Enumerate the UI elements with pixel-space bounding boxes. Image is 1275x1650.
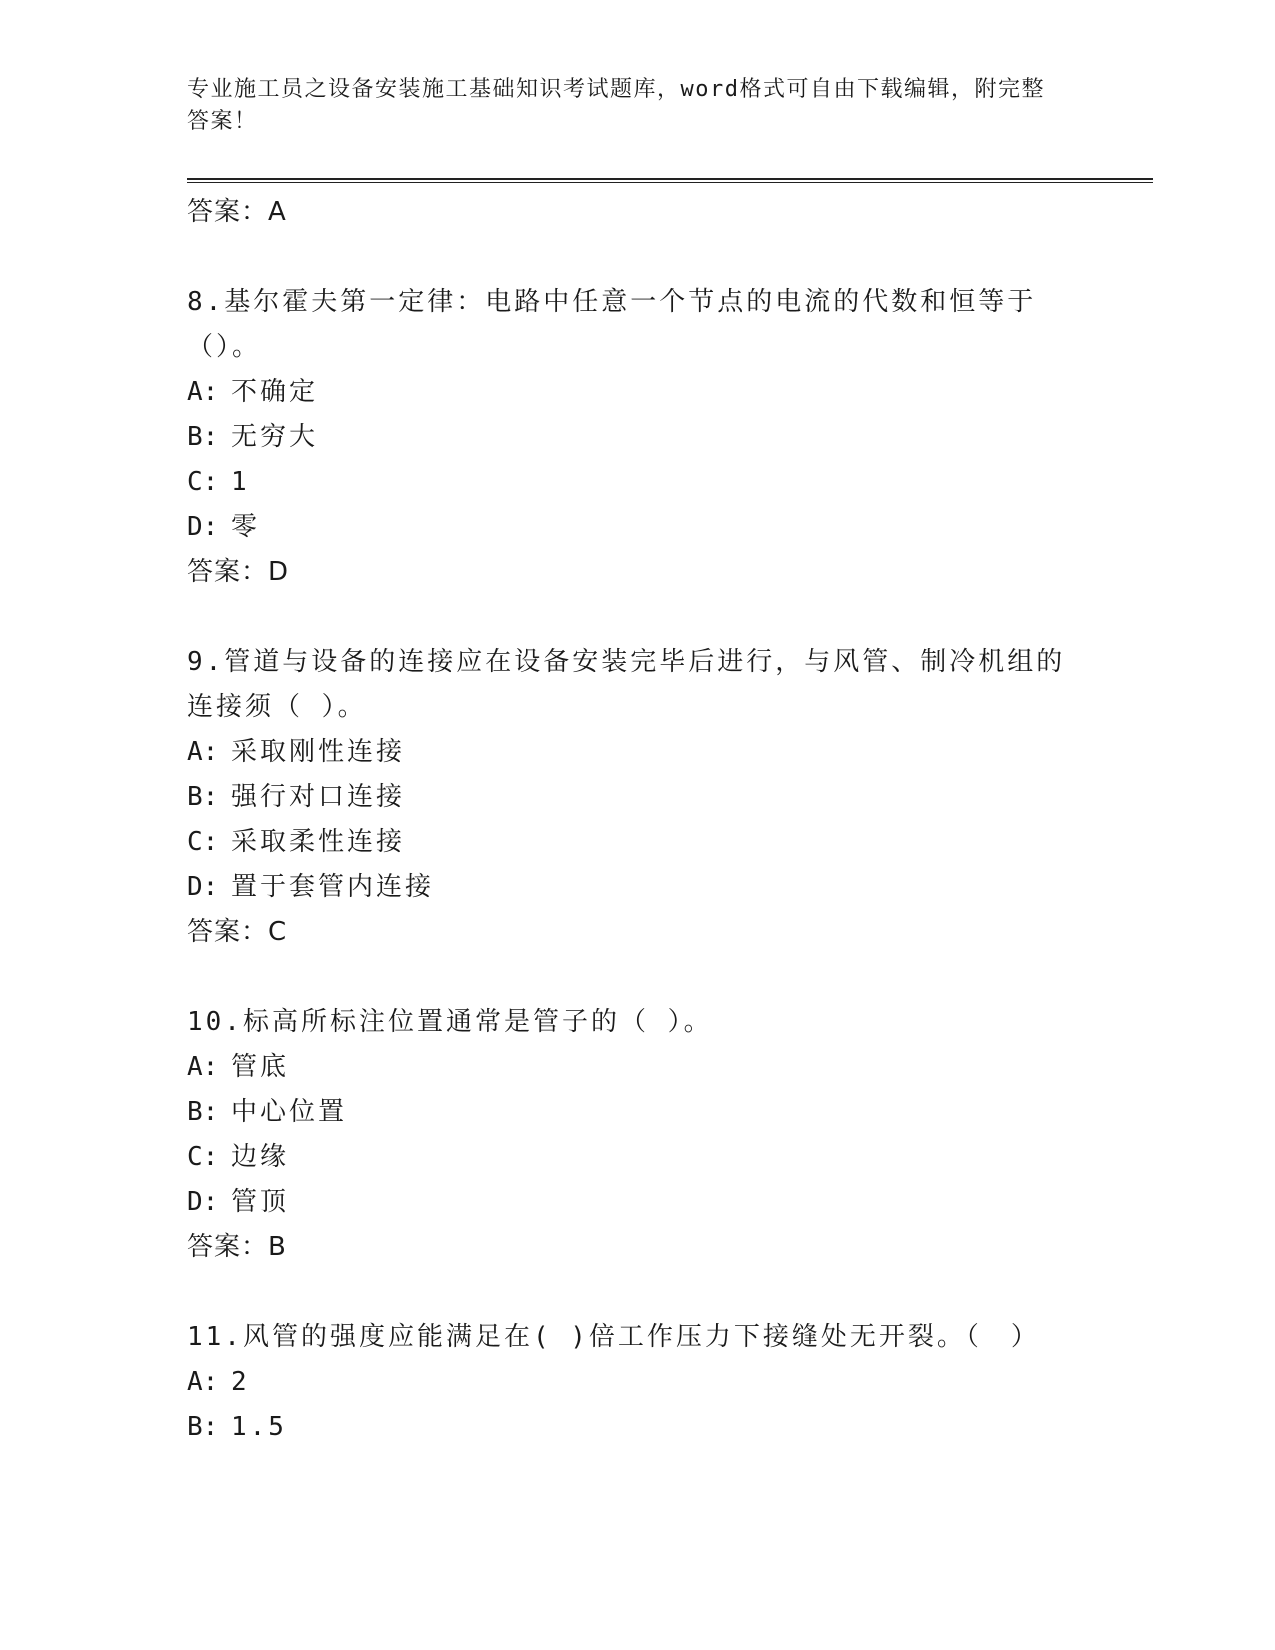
question-text: 10.标高所标注位置通常是管子的（ ）。 (187, 1007, 713, 1037)
answer-label: 答案： (187, 557, 269, 587)
option-text: 2 (231, 1367, 250, 1397)
answer-label: 答案： (187, 1232, 269, 1262)
option-text: 置于套管内连接 (231, 872, 435, 902)
option-text: 管底 (231, 1052, 290, 1082)
answer-option (187, 820, 1087, 865)
answer-label: 答案： (187, 917, 269, 947)
answer-label: 答案： (187, 197, 269, 227)
option-letter: B: (187, 1412, 219, 1442)
answer-value: C (268, 917, 288, 947)
option-letter: B: (187, 782, 219, 812)
answer-value: B (268, 1232, 287, 1262)
answer-option (187, 730, 1087, 775)
option-letter: C: (187, 827, 219, 857)
option-text: 零 (231, 512, 261, 542)
answer-option (187, 370, 1087, 415)
option-letter: A: (187, 1367, 219, 1397)
answer-option (187, 460, 1087, 505)
option-letter: A: (187, 737, 219, 767)
option-text: 采取刚性连接 (231, 737, 406, 767)
answer-option (187, 505, 1087, 550)
option-text: 边缘 (231, 1142, 290, 1172)
option-text: 不确定 (231, 377, 319, 407)
document-title: 专业施工员之设备安装施工基础知识考试题库，word格式可自由下载编辑，附完整答案！ (187, 77, 1045, 134)
option-text: 1 (231, 467, 250, 497)
answer-option (187, 1045, 1087, 1090)
option-letter: C: (187, 467, 219, 497)
option-text: 中心位置 (231, 1097, 348, 1127)
answer-option (187, 1135, 1087, 1180)
option-letter: A: (187, 377, 219, 407)
option-letter: C: (187, 1142, 219, 1172)
spacer (187, 1269, 1087, 1315)
header-divider (187, 178, 1153, 183)
question-text: 11.风管的强度应能满足在( )倍工作压力下接缝处无开裂。（ ） (187, 1322, 1040, 1352)
option-letter: B: (187, 422, 219, 452)
answer-option (187, 415, 1087, 460)
answer-option (187, 1405, 1087, 1450)
answer-line (187, 1225, 1087, 1269)
answer-option (187, 1180, 1087, 1225)
option-letter: D: (187, 1187, 219, 1217)
answer-value: A (268, 197, 287, 227)
answer-value: D (268, 557, 290, 587)
question-list (187, 190, 1087, 1450)
answer-line (187, 190, 1087, 234)
answer-option (187, 775, 1087, 820)
page-header (187, 74, 1067, 138)
spacer (187, 954, 1087, 1000)
option-letter: B: (187, 1097, 219, 1127)
answer-line (187, 910, 1087, 954)
option-text: 强行对口连接 (231, 782, 406, 812)
option-letter: D: (187, 512, 219, 542)
answer-line (187, 550, 1087, 594)
option-text: 无穷大 (231, 422, 319, 452)
spacer (187, 234, 1087, 280)
question-text: 9.管道与设备的连接应在设备安装完毕后进行，与风管、制冷机组的连接须（ ）。 (187, 647, 1066, 722)
spacer (187, 594, 1087, 640)
option-text: 管顶 (231, 1187, 290, 1217)
option-letter: A: (187, 1052, 219, 1082)
option-text: 1.5 (231, 1412, 287, 1442)
option-letter: D: (187, 872, 219, 902)
option-text: 采取柔性连接 (231, 827, 406, 857)
answer-option (187, 1360, 1087, 1405)
question-text: 8.基尔霍夫第一定律：电路中任意一个节点的电流的代数和恒等于（）。 (187, 287, 1037, 362)
answer-option (187, 1090, 1087, 1135)
answer-option (187, 865, 1087, 910)
